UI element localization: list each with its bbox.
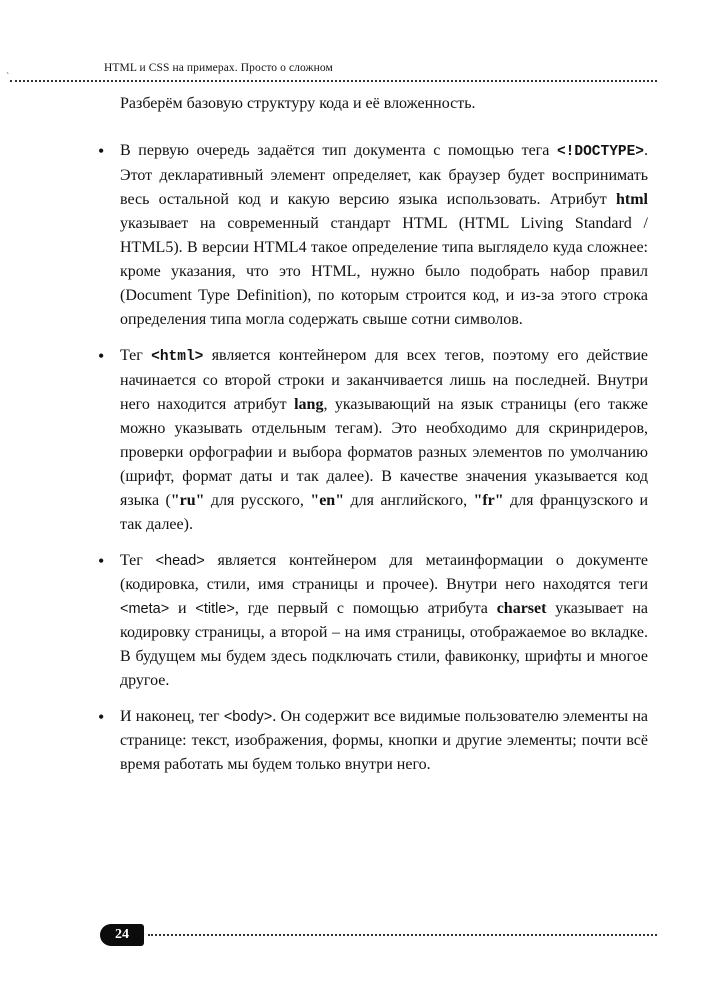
text-run: . Этот декларативный элемент определяет, как браузер будет воспринимать весь остальной код и какую версию языка использовать. Атрибут xyxy=(120,142,648,208)
text-run: для английского, xyxy=(344,492,474,509)
text-run: . Он содержит все видимые пользователю элементы на странице: текст, изображения, формы, кнопки и другие элементы; почти всё время работать мы будем только внутри него. xyxy=(120,708,648,773)
bold-term: "en" xyxy=(310,492,345,509)
bullet-dot-icon: • xyxy=(98,551,105,571)
bold-term: lang xyxy=(294,396,324,413)
header-dotted-rule xyxy=(10,80,657,82)
bullet-list xyxy=(98,139,649,777)
text-run: Тег xyxy=(120,552,156,569)
footer-dotted-rule xyxy=(148,934,657,936)
bullet-item xyxy=(98,549,649,693)
text-run: Тег xyxy=(120,347,152,364)
text-run: И наконец, тег xyxy=(120,708,224,725)
page-body xyxy=(98,92,649,789)
text-run: является контейнером для метаинформации о документе (кодировка, стили, имя страницы и прочее). Внутри него находятся теги xyxy=(120,552,649,593)
text-run: является контейнером для всех тегов, поэтому его действие начинается со второй строки и заканчивается лишь на последней. Внутри него находится атрибут xyxy=(120,347,649,413)
corner-mark: ˋ xyxy=(6,72,10,83)
inline-code: <!DOCTYPE> xyxy=(556,144,644,160)
bold-term: charset xyxy=(496,600,547,617)
text-run: , указывающий на язык страницы (его также можно указывать отдельным тегам). Это необходимо для скринридеров, проверки орфографии и выбора форматов разных элементов по умолчанию (шрифт, формат даты и так далее). В качестве значения указывается код языка ( xyxy=(120,396,648,509)
inline-code: <body> xyxy=(223,709,273,725)
text-run: , где первый с помощью атрибута xyxy=(234,600,497,617)
bullet-dot-icon: • xyxy=(98,141,105,161)
text-run: В первую очередь задаётся тип документа с помощью тега xyxy=(120,142,557,159)
bullet-item xyxy=(98,344,649,537)
inline-code: <html> xyxy=(151,349,204,365)
bullet-dot-icon: • xyxy=(98,346,105,366)
bullet-dot-icon: • xyxy=(98,707,105,727)
bullet-item xyxy=(98,139,648,332)
bold-term: html xyxy=(616,191,648,208)
inline-code: <meta> xyxy=(120,601,170,617)
text-run: указывает на кодировку страницы, а второй – на имя страницы, отображаемое во вкладке. В будущем мы будем здесь подключать стили, фавиконку, шрифты и многое другое. xyxy=(120,600,649,689)
text-run: для русского, xyxy=(204,492,311,509)
page-number-badge: 24 xyxy=(100,924,144,946)
bullet-item xyxy=(98,705,648,777)
bold-term: "ru" xyxy=(170,492,205,509)
bold-term: "fr" xyxy=(473,492,504,509)
text-run: и xyxy=(169,600,196,617)
running-header-title: HTML и CSS на примерах. Просто о сложном xyxy=(104,62,333,74)
text-run: указывает на современный стандарт HTML (HTML Living Standard / HTML5). В версии HTML4 такое определение типа выглядело куда сложнее: кроме указания, что это HTML, нужно было подобрать набор правил (Document Type Definition), по которым строится код, и из-за этого строка определения типа могла содержать свыше сотни символов. xyxy=(120,215,648,328)
inline-code: <title> xyxy=(195,601,235,617)
inline-code: <head> xyxy=(155,553,205,569)
intro-paragraph: Разберём базовую структуру кода и её вложенность. xyxy=(120,95,476,112)
text-run: для французского и так далее). xyxy=(120,492,649,533)
